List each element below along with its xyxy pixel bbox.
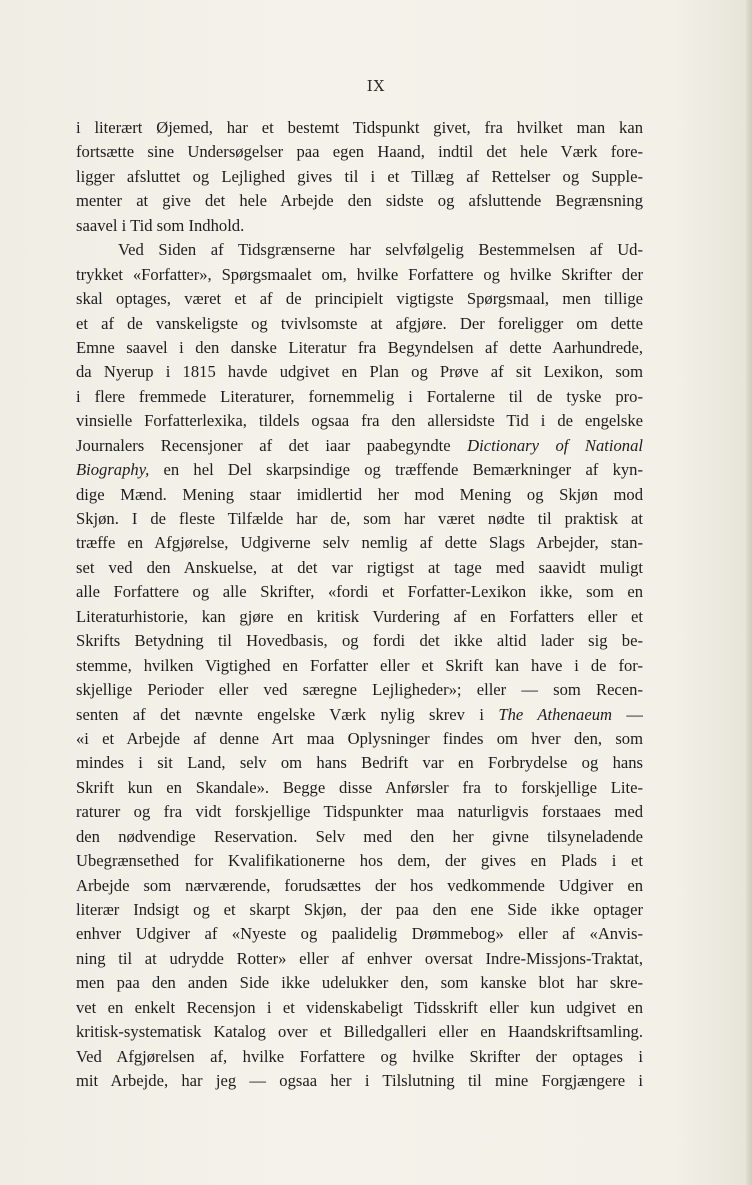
text-line: set ved den Anskuelse, at det var rigtigst at tage med saavidt muligt [76, 557, 643, 577]
text-line: Literaturhistorie, kan gjøre en kritisk Vurdering af en Forfatters eller et [76, 606, 643, 626]
text-line: et af de vanskeligste og tvivlsomste at afgjøre. Der foreligger om dette [76, 313, 643, 333]
text-line: Ubegrænsethed for Kvalifikationerne hos dem, der gives en Plads i et [76, 851, 643, 871]
text-line: dige Mænd. Mening staar imidlertid her mod Mening og Skjøn mod [76, 484, 643, 504]
text-line [76, 458, 643, 482]
text-line: enhver Udgiver af «Nyeste og paalidelig Drømmebog» eller af «Anvis- [76, 924, 643, 944]
text-line: kritisk-systematisk Katalog over et Billedgalleri eller en Haandskriftsamling. [76, 1022, 643, 1042]
text-line: i flere fremmede Literaturer, fornemmelig i Fortalerne til de tyske pro- [76, 386, 643, 406]
text-line: literær Indsigt og et skarpt Skjøn, der paa den ene Side ikke optager [76, 900, 643, 919]
text-line: skjellige Perioder eller ved særegne Lejligheder»; eller — som Recen- [76, 680, 643, 700]
text-line: træffe en Afgjørelse, Udgiverne selv nemlig af dette Slags Arbejder, stan- [76, 533, 643, 553]
text-line: Arbejde som nærværende, forudsættes der hos vedkommende Udgiver en [76, 875, 643, 895]
text-line: Skrifts Betydning til Hovedbasis, og fordi det ikke altid lader sig be- [76, 631, 643, 651]
text-line: alle Forfattere og alle Skrifter, «fordi et Forfatter-Lexikon ikke, som en [76, 582, 643, 602]
text-line: vet en enkelt Recensjon i et videnskabeligt Tidsskrift eller kun udgivet en [76, 997, 643, 1017]
body-text [76, 116, 643, 1094]
italic-title: Dictionary of National [467, 435, 643, 455]
text-line: mindes i sit Land, selv om hans Bedrift var en Forbrydelse og hans [76, 753, 643, 773]
text-line: Ved Afgjørelsen af, hvilke Forfattere og hvilke Skrifter der optages i [76, 1046, 643, 1066]
text-line: Emne saavel i den danske Literatur fra Begyndelsen af dette Aarhundrede, [76, 337, 643, 357]
text-line: skal optages, været et af de principielt vigtigste Spørgsmaal, men tillige [76, 289, 643, 309]
text-line: trykket «Forfatter», Spørgsmaalet om, hvilke Forfattere og hvilke Skrifter der [76, 264, 643, 284]
text-line [76, 434, 643, 458]
text-line: menter at give det hele Arbejde den sidste og afsluttende Begrænsning [76, 191, 643, 211]
text-line: ning til at udrydde Rotter» eller af enhver oversat Indre-Missjons-Traktat, [76, 948, 643, 968]
italic-title: The Athenaeum [498, 704, 612, 724]
page-number: IX [366, 77, 386, 95]
text-segment: — [612, 704, 643, 724]
text-line: raturer og fra vidt forskjellige Tidspunkter maa naturligvis forstaaes med [76, 802, 643, 822]
text-line: mit Arbejde, har jeg — ogsaa her i Tilslutning til mine Forgjængere i [76, 1071, 643, 1091]
page-edge [746, 0, 752, 1185]
text-line [76, 703, 643, 727]
text-line: ligger afsluttet og Lejlighed gives til i et Tillæg af Rettelser og Supple- [76, 166, 643, 186]
text-line: i literært Øjemed, har et bestemt Tidspunkt givet, fra hvilket man kan [76, 118, 643, 137]
text-segment: senten af det nævnte engelske Værk nylig skrev i [76, 704, 499, 724]
italic-title: Biography, [76, 460, 150, 480]
text-line: Skrift kun en Skandale». Begge disse Anførsler fra to forskjellige Lite- [76, 777, 643, 797]
text-line: men paa den anden Side ikke udelukker den, som kanske blot har skre- [76, 973, 643, 993]
text-line: Skjøn. I de fleste Tilfælde har de, som har været nødte til praktisk at [76, 509, 643, 528]
text-line: «i et Arbejde af denne Art maa Oplysninger findes om hver den, som [76, 728, 643, 748]
text-line: Ved Siden af Tidsgrænserne har selvfølgelig Bestemmelsen af Ud- [118, 240, 643, 260]
text-line: vinsielle Forfatterlexika, tildels ogsaa fra den allersidste Tid i de engelske [76, 411, 643, 431]
text-line: fortsætte sine Undersøgelser paa egen Haand, indtil det hele Værk fore- [76, 142, 643, 162]
text-line: saavel i Tid som Indhold. [76, 215, 245, 235]
text-segment: en hel Del skarpsindige og træffende Bemærkninger af kyn- [149, 460, 643, 480]
text-segment: Journalers Recensjoner af det iaar paabegyndte [76, 435, 468, 455]
text-line: stemme, hvilken Vigtighed en Forfatter eller et Skrift kan have i de for- [76, 655, 643, 675]
text-line: da Nyerup i 1815 havde udgivet en Plan og Prøve af sit Lexikon, som [76, 362, 643, 382]
text-line: den nødvendige Reservation. Selv med den her givne tilsyneladende [76, 826, 643, 846]
